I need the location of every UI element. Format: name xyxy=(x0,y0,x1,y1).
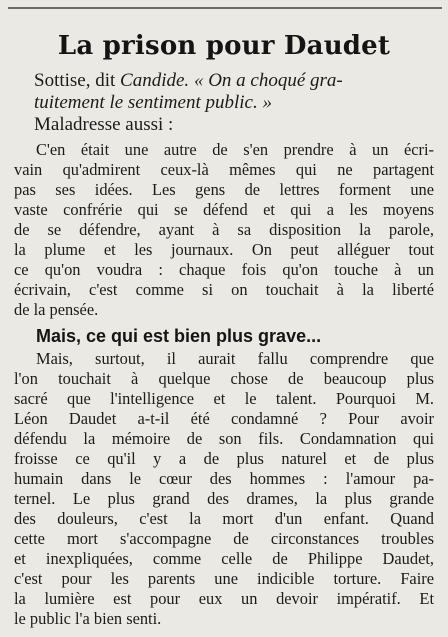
paragraph-line: vain qu'admirent ceux-là mêmes qui ne partagent xyxy=(14,160,434,179)
intro-line-2 xyxy=(34,92,442,114)
paragraph-line: de la pensée. xyxy=(14,300,99,319)
paragraph-line: humain dans le cœur des hommes : l'amour pa- xyxy=(14,469,434,488)
paragraph-line: le public l'a bien senti. xyxy=(14,609,162,628)
top-rule xyxy=(8,7,442,9)
paragraph-line: la lumière est pour eux un devoir impératif. Et xyxy=(14,589,434,608)
paragraph-line: Léon Daudet a-t-il été condamné ? Pour avoir xyxy=(14,409,434,428)
paragraph-line: vaste confrérie qui se défend et qui a les moyens xyxy=(14,200,434,219)
quote-start: « On a choqué gra- xyxy=(189,70,343,91)
paragraph-line: écrivain, c'est comme si on touchait à la liberté xyxy=(14,280,434,299)
intro-text: Sottise, dit xyxy=(34,70,121,91)
paragraph-line: C'en était une autre de s'en prendre à un écri- xyxy=(36,140,434,159)
paragraph-line: froisse ce qu'il y a de plus naturel et de plus xyxy=(14,449,434,468)
paragraph-line: et inexpliquées, comme celle de Philippe Daudet, xyxy=(14,549,434,568)
article-title: La prison pour Daudet xyxy=(57,31,391,61)
paragraph-line: cette mort s'accompagne de circonstances troubles xyxy=(14,529,434,548)
paragraph-line: pas ses idées. Les gens de lettres forment une xyxy=(14,180,434,199)
paragraph-line: ce qu'on voudra : chaque fois qu'on touche à un xyxy=(14,260,434,279)
intro-line-1 xyxy=(34,70,442,92)
paragraph-line: ternel. Le plus grand des drames, la plus grande xyxy=(14,489,434,508)
paragraph-line: sacré que l'intelligence et le talent. Pourquoi M. xyxy=(14,389,434,408)
paragraph-line: de se défendre, ayant à sa disposition la parole, xyxy=(14,220,434,239)
intro-line-3: Maladresse aussi : xyxy=(34,114,174,135)
subheading: Mais, ce qui est bien plus grave... xyxy=(36,326,322,346)
quote-end: tuitement le sentiment public. » xyxy=(34,92,272,113)
paragraph-line: Mais, surtout, il aurait fallu comprendre que xyxy=(36,349,434,368)
newspaper-name: Candide. xyxy=(120,70,190,91)
paragraph-line: des douleurs, c'est la mort d'un enfant. Quand xyxy=(14,509,434,528)
paragraph-line: la plume et les journaux. On peut alléguer tout xyxy=(14,240,434,259)
paragraph-line: l'on touchait à quelque chose de beaucoup plus xyxy=(14,369,434,388)
paragraph-line: défendu la mémoire de son fils. Condamnation qui xyxy=(14,429,434,448)
paragraph-line: c'est pour les parents une indicible torture. Faire xyxy=(14,569,434,588)
